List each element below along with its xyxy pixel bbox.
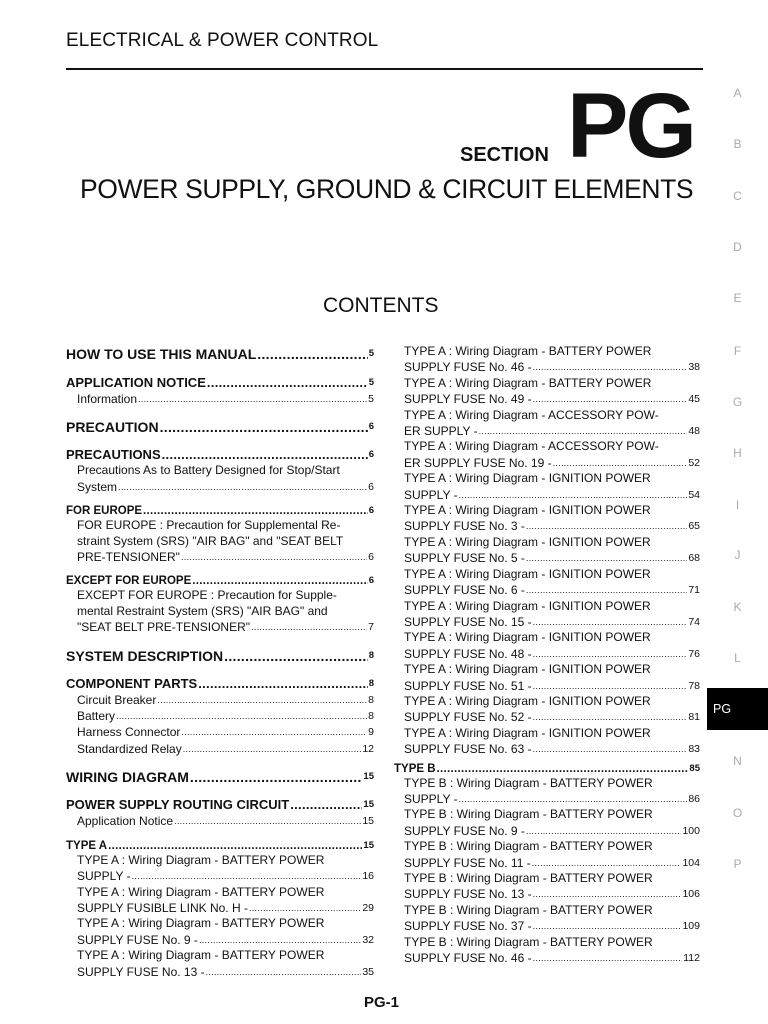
- toc-entry-page: 74: [688, 615, 700, 628]
- toc-left-column: [66, 344, 374, 980]
- toc-entry-page: 5: [368, 393, 374, 405]
- toc-entry-page: 6: [368, 551, 374, 564]
- toc-entry[interactable]: [66, 619, 374, 635]
- toc-entry-page: 38: [688, 361, 700, 374]
- toc-entry[interactable]: [66, 900, 374, 916]
- toc-entry[interactable]: [394, 918, 700, 934]
- toc-entry-page: 8: [368, 677, 374, 689]
- toc-entry-line[interactable]: TYPE A : Wiring Diagram - IGNITION POWER: [404, 693, 651, 708]
- toc-entry-line[interactable]: TYPE A : Wiring Diagram - BATTERY POWER: [77, 852, 325, 867]
- toc-entry[interactable]: [66, 741, 374, 757]
- toc-entry-line[interactable]: TYPE B : Wiring Diagram - BATTERY POWER: [404, 934, 653, 949]
- toc-entry-label: SUPPLY FUSE No. 13 -: [404, 887, 532, 902]
- toc-entry-page: 71: [688, 584, 700, 597]
- section-tabs: [707, 0, 768, 1024]
- toc-entry-page: 48: [688, 425, 700, 438]
- toc-entry-page: 5: [368, 377, 374, 388]
- tab-l[interactable]: L: [734, 651, 741, 665]
- toc-entry[interactable]: [394, 855, 700, 871]
- toc-entry-page: 112: [683, 952, 700, 965]
- tab-g[interactable]: G: [732, 395, 743, 409]
- toc-entry-label: SUPPLY FUSE No. 11 -: [404, 855, 531, 870]
- toc-entry-label: Standardized Relay: [77, 741, 182, 756]
- toc-right-column: [394, 344, 700, 966]
- toc-entry-label: SUPPLY FUSE No. 9 -: [77, 932, 198, 947]
- toc-entry[interactable]: [394, 391, 700, 407]
- toc-entry-line[interactable]: TYPE B : Wiring Diagram - BATTERY POWER: [404, 775, 653, 790]
- toc-entry[interactable]: [394, 487, 700, 503]
- toc-entry[interactable]: [66, 839, 374, 853]
- toc-entry-label: SUPPLY -: [77, 869, 131, 884]
- toc-entry-line[interactable]: TYPE B : Wiring Diagram - BATTERY POWER: [404, 902, 653, 917]
- tab-j[interactable]: J: [734, 548, 741, 562]
- toc-entry-page: 76: [688, 647, 700, 660]
- toc-entry-label: SUPPLY FUSE No. 63 -: [404, 742, 532, 757]
- toc-entry-label: Application Notice: [77, 814, 174, 829]
- section-code: PG: [567, 75, 694, 177]
- toc-entry[interactable]: [394, 518, 700, 534]
- toc-entry-label: SUPPLY FUSE No. 3 -: [404, 519, 525, 534]
- tab-d[interactable]: D: [733, 240, 742, 254]
- footer-page-number: PG-1: [364, 994, 400, 1011]
- toc-entry-page: 6: [368, 575, 374, 587]
- toc-entry-label: SUPPLY FUSIBLE LINK No. H -: [77, 900, 248, 915]
- toc-entry[interactable]: [66, 868, 374, 884]
- toc-entry-page: 104: [682, 856, 700, 869]
- toc-entry[interactable]: [66, 574, 374, 588]
- toc-entry-label: POWER SUPPLY ROUTING CIRCUIT: [66, 797, 290, 813]
- toc-entry[interactable]: [66, 391, 374, 407]
- toc-entry-label: TYPE B: [394, 762, 436, 775]
- toc-entry[interactable]: [394, 614, 700, 630]
- tab-c[interactable]: C: [733, 189, 742, 203]
- contents-heading: CONTENTS: [323, 294, 439, 317]
- toc-entry[interactable]: [66, 549, 374, 565]
- toc-entry-label: PRECAUTION: [66, 419, 159, 436]
- toc-entry-label: Circuit Breaker: [77, 692, 157, 707]
- toc-entry[interactable]: [66, 724, 374, 740]
- toc-entry-label: WIRING DIAGRAM: [66, 769, 189, 786]
- tab-n[interactable]: N: [733, 754, 742, 768]
- toc-entry-label: SUPPLY FUSE No. 5 -: [404, 551, 525, 566]
- tab-b[interactable]: B: [733, 137, 742, 151]
- toc-entry-label: SUPPLY FUSE No. 13 -: [77, 964, 205, 979]
- tab-i[interactable]: I: [735, 498, 740, 512]
- toc-entry-label: ER SUPPLY FUSE No. 19 -: [404, 455, 552, 470]
- toc-entry-line[interactable]: TYPE A : Wiring Diagram - IGNITION POWER: [404, 662, 651, 677]
- toc-entry-label: Battery: [77, 709, 116, 724]
- toc-entry-line[interactable]: TYPE A : Wiring Diagram - BATTERY POWER: [77, 884, 325, 899]
- toc-entry-page: 9: [368, 726, 374, 739]
- toc-entry[interactable]: [394, 791, 700, 807]
- header-title: ELECTRICAL & POWER CONTROL: [66, 30, 379, 51]
- header-rule: [66, 68, 703, 70]
- toc-entry-line[interactable]: TYPE A : Wiring Diagram - IGNITION POWER: [404, 630, 651, 645]
- toc-entry[interactable]: [394, 582, 700, 598]
- toc-entry-label: SUPPLY FUSE No. 46 -: [404, 951, 532, 966]
- tab-k[interactable]: K: [733, 600, 742, 614]
- toc-entry-label: SUPPLY FUSE No. 52 -: [404, 710, 532, 725]
- toc-entry-page: 29: [362, 901, 374, 914]
- toc-entry-line[interactable]: TYPE A : Wiring Diagram - IGNITION POWER: [404, 503, 651, 518]
- toc-entry-page: 15: [363, 771, 374, 783]
- tab-o[interactable]: O: [732, 806, 743, 820]
- toc-entry[interactable]: [66, 676, 374, 692]
- tab-f[interactable]: F: [733, 344, 742, 358]
- toc-entry[interactable]: [66, 813, 374, 829]
- tab-h[interactable]: H: [733, 446, 742, 460]
- toc-entry-label: PRECAUTIONS: [66, 447, 161, 463]
- toc-entry-page: 54: [688, 488, 700, 501]
- toc-entry-label: HOW TO USE THIS MANUAL: [66, 346, 257, 362]
- toc-entry-label: PRE-TENSIONER": [77, 550, 180, 565]
- toc-entry[interactable]: [66, 797, 374, 813]
- toc-entry-page: 16: [362, 870, 374, 883]
- section-title: POWER SUPPLY, GROUND & CIRCUIT ELEMENTS: [80, 174, 694, 204]
- toc-entry[interactable]: [394, 823, 700, 839]
- toc-entry-line[interactable]: straint System (SRS) "AIR BAG" and "SEAT BELT: [77, 533, 344, 548]
- toc-entry-label: FOR EUROPE: [66, 505, 143, 518]
- toc-entry-line[interactable]: TYPE A : Wiring Diagram - IGNITION POWER: [404, 566, 651, 581]
- toc-entry-line[interactable]: TYPE A : Wiring Diagram - IGNITION POWER: [404, 534, 651, 549]
- toc-entry[interactable]: [394, 678, 700, 694]
- toc-entry-page: 52: [688, 456, 700, 469]
- toc-entry-page: 8: [368, 710, 374, 723]
- toc-entry-line[interactable]: TYPE A : Wiring Diagram - ACCESSORY POW-: [404, 407, 659, 422]
- toc-entry[interactable]: [394, 709, 700, 725]
- toc-entry-page: 85: [689, 762, 700, 774]
- toc-entry-label: EXCEPT FOR EUROPE: [66, 575, 192, 588]
- toc-entry[interactable]: [394, 359, 700, 375]
- toc-entry-label: COMPONENT PARTS: [66, 675, 198, 691]
- toc-entry[interactable]: [66, 375, 374, 391]
- toc-entry-label: SUPPLY FUSE No. 15 -: [404, 614, 532, 629]
- toc-entry-line[interactable]: Precautions As to Battery Designed for Stop/Start: [77, 463, 340, 478]
- toc-entry-page: 68: [688, 552, 700, 565]
- toc-entry-line[interactable]: TYPE A : Wiring Diagram - IGNITION POWER: [404, 725, 651, 740]
- toc-entry-page: 83: [688, 743, 700, 756]
- toc-entry[interactable]: [66, 419, 374, 435]
- toc-entry[interactable]: [66, 692, 374, 708]
- toc-entry-label: SUPPLY FUSE No. 37 -: [404, 919, 532, 934]
- toc-entry[interactable]: [66, 346, 374, 362]
- toc-entry-page: 109: [682, 920, 700, 933]
- toc-entry-line[interactable]: mental Restraint System (SRS) "AIR BAG" and: [77, 603, 328, 618]
- toc-entry-page: 100: [682, 824, 700, 837]
- toc-entry-page: 32: [362, 933, 374, 946]
- toc-entry[interactable]: [66, 648, 374, 664]
- toc-entry-page: 65: [688, 520, 700, 533]
- toc-entry-label: SUPPLY FUSE No. 9 -: [404, 823, 525, 838]
- tab-e[interactable]: E: [733, 291, 742, 305]
- toc-entry-page: 15: [363, 799, 374, 811]
- toc-entry-page: 12: [362, 742, 374, 755]
- toc-entry[interactable]: [66, 504, 374, 518]
- toc-entry-line[interactable]: TYPE B : Wiring Diagram - BATTERY POWER: [404, 839, 653, 854]
- toc-entry-label: Information: [77, 392, 138, 406]
- toc-entry-line[interactable]: EXCEPT FOR EUROPE : Precaution for Supple-: [77, 588, 337, 603]
- toc-entry-label: APPLICATION NOTICE: [66, 375, 206, 390]
- toc-entry[interactable]: [394, 762, 700, 776]
- type-b-entries: [394, 776, 700, 967]
- toc-entry-label: SUPPLY FUSE No. 51 -: [404, 678, 532, 693]
- toc-entry[interactable]: [394, 550, 700, 566]
- toc-entry-label: SUPPLY -: [404, 487, 458, 502]
- toc-entry-page: 6: [368, 480, 374, 493]
- toc-entry-line[interactable]: TYPE A : Wiring Diagram - BATTERY POWER: [77, 916, 325, 931]
- toc-entry-page: 6: [368, 505, 374, 517]
- toc-entry[interactable]: [394, 423, 700, 439]
- toc-entry-page: 8: [368, 693, 374, 706]
- toc-entry-page: 35: [362, 965, 374, 978]
- toc-entry-label: "SEAT BELT PRE-TENSIONER": [77, 620, 251, 635]
- toc-entry[interactable]: [394, 950, 700, 966]
- toc-entry[interactable]: [394, 741, 700, 757]
- toc-entry-label: SUPPLY FUSE No. 48 -: [404, 646, 532, 661]
- toc-entry-line[interactable]: TYPE A : Wiring Diagram - BATTERY POWER: [404, 344, 652, 358]
- toc-entry-line[interactable]: TYPE A : Wiring Diagram - BATTERY POWER: [404, 375, 652, 390]
- toc-entry-line[interactable]: FOR EUROPE : Precaution for Supplemental Re-: [77, 518, 341, 533]
- toc-entry-page: 5: [368, 348, 374, 359]
- toc-entry-page: 6: [368, 449, 374, 461]
- toc-entry[interactable]: [66, 769, 374, 785]
- toc-entry-page: 15: [362, 815, 374, 828]
- toc-entry-line[interactable]: TYPE A : Wiring Diagram - IGNITION POWER: [404, 598, 651, 613]
- toc-entry[interactable]: [66, 708, 374, 724]
- tab-p[interactable]: P: [733, 857, 742, 871]
- tab-a[interactable]: A: [733, 86, 742, 100]
- toc-entry-page: 106: [682, 888, 700, 901]
- toc-entry-label: SYSTEM DESCRIPTION: [66, 647, 224, 664]
- toc-entry-line[interactable]: TYPE A : Wiring Diagram - ACCESSORY POW-: [404, 439, 659, 454]
- type-a-entries: [394, 344, 700, 758]
- toc-entry-label: SUPPLY FUSE No. 49 -: [404, 392, 532, 407]
- toc-entry-line[interactable]: TYPE B : Wiring Diagram - BATTERY POWER: [404, 871, 653, 885]
- toc-entry-label: ER SUPPLY -: [404, 424, 478, 439]
- toc-entry-page: 7: [368, 621, 374, 634]
- toc-entry-line[interactable]: TYPE A : Wiring Diagram - BATTERY POWER: [77, 948, 325, 963]
- section-label: SECTION: [460, 144, 549, 166]
- toc-entry-label: SUPPLY FUSE No. 6 -: [404, 583, 525, 598]
- toc-entry-page: 6: [368, 421, 374, 433]
- toc-entry[interactable]: [394, 455, 700, 471]
- toc-entry-label: TYPE A: [66, 839, 108, 852]
- toc-entry[interactable]: [66, 932, 374, 948]
- toc-entry[interactable]: [66, 447, 374, 463]
- toc-entry-page: 45: [688, 393, 700, 406]
- toc-entry-page: 81: [688, 711, 700, 724]
- toc-entry-label: System: [77, 479, 118, 494]
- tab-pg[interactable]: PG: [707, 688, 768, 730]
- toc-entry-label: SUPPLY -: [404, 791, 458, 806]
- toc-entry[interactable]: [66, 964, 374, 980]
- toc-entry[interactable]: [66, 479, 374, 495]
- toc-entry-page: 78: [688, 679, 700, 692]
- toc-entry-page: 15: [363, 839, 374, 851]
- toc-entry[interactable]: [394, 646, 700, 662]
- toc-entry-page: 86: [688, 792, 700, 805]
- toc-entry-label: SUPPLY FUSE No. 46 -: [404, 360, 532, 375]
- toc-entry-page: 8: [368, 649, 374, 661]
- toc-entry-line[interactable]: TYPE A : Wiring Diagram - IGNITION POWER: [404, 471, 651, 486]
- toc-entry-line[interactable]: TYPE B : Wiring Diagram - BATTERY POWER: [404, 807, 653, 822]
- toc-entry-label: Harness Connector: [77, 725, 181, 740]
- toc-entry[interactable]: [394, 886, 700, 902]
